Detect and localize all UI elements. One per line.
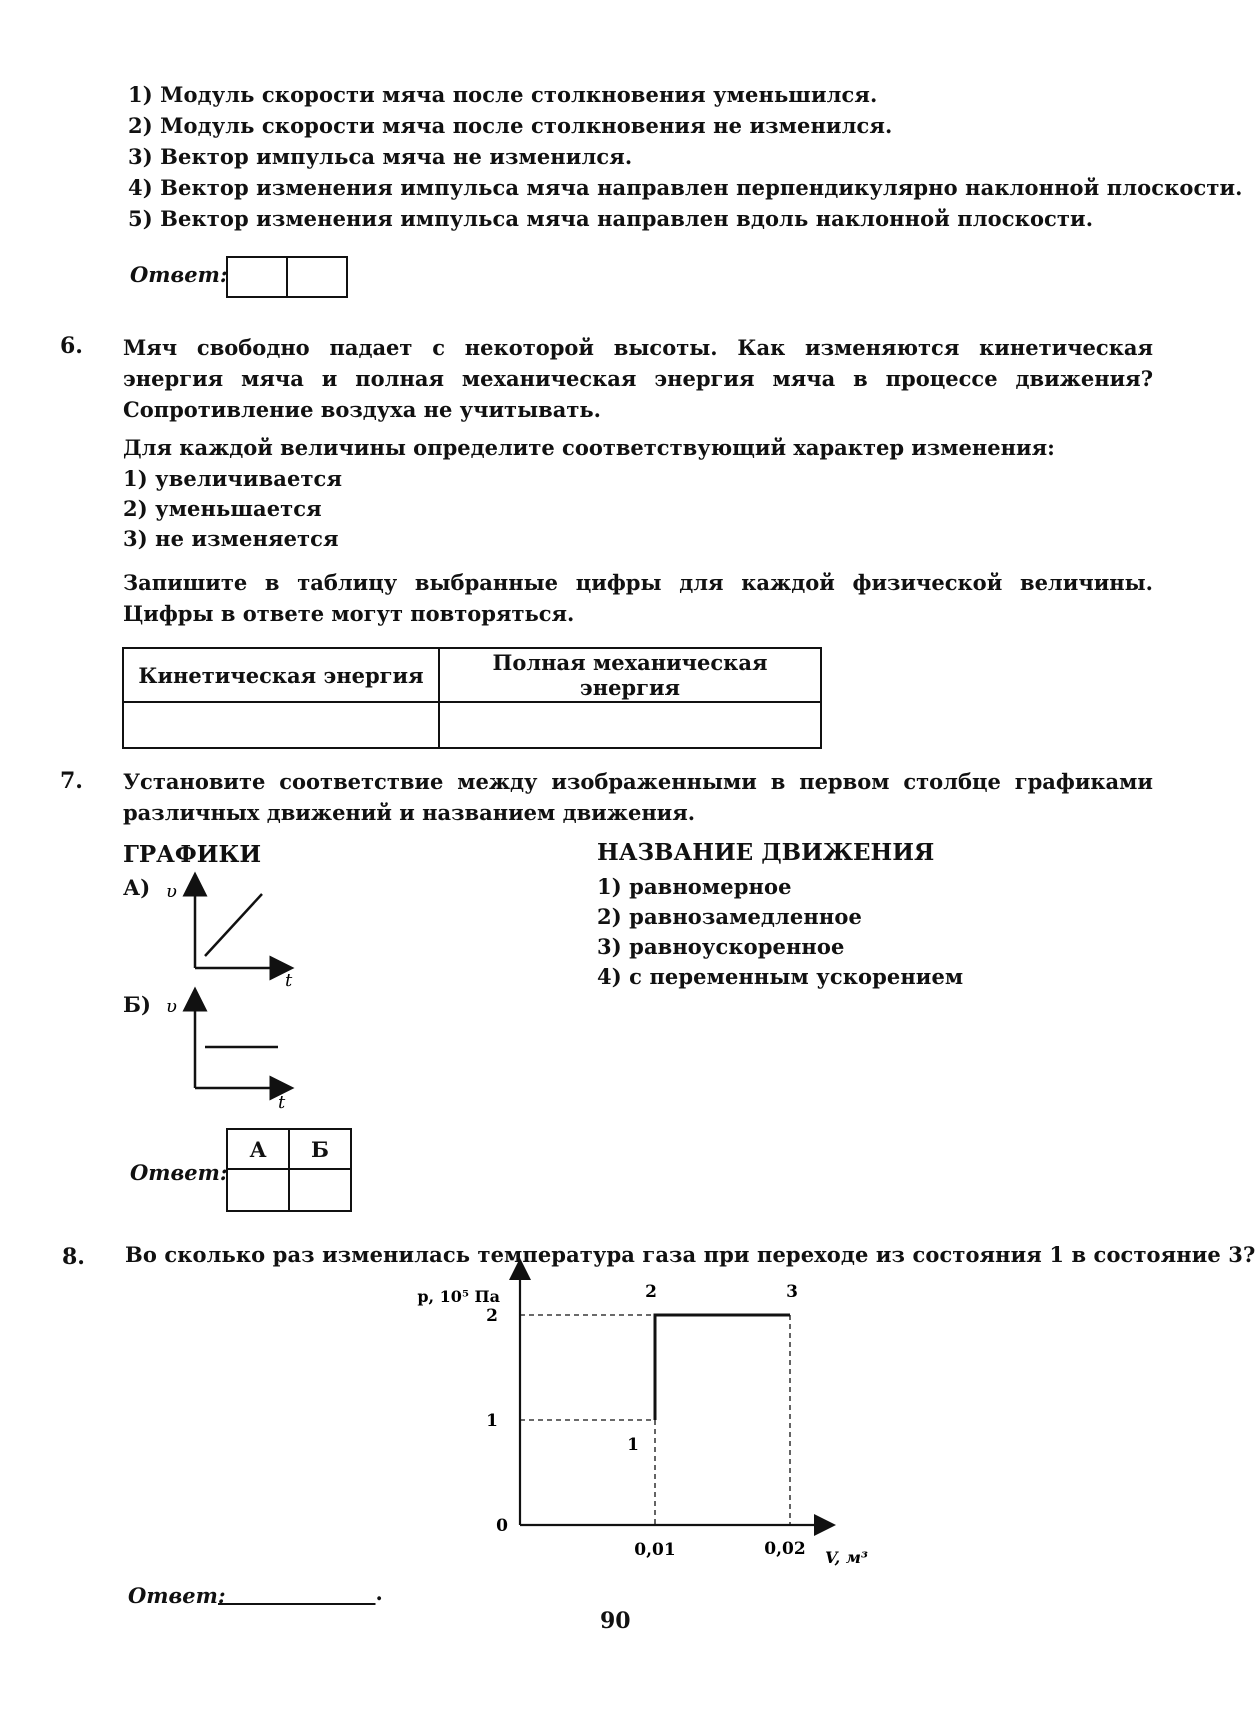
pv-origin-label: 0	[496, 1516, 508, 1536]
q6-header-mechanical: Полная механическая энергия	[439, 648, 821, 702]
graph-b-t-label: t	[278, 1092, 286, 1113]
q7-graphs-heading: ГРАФИКИ	[123, 841, 262, 868]
q7-option-3: 3) равноускоренное	[597, 934, 845, 959]
pv-x-tick-002: 0,02	[764, 1539, 806, 1559]
pv-point-1-label: 1	[627, 1435, 639, 1455]
q6-table-note: Запишите в таблицу выбранные цифры для каждой физической величины. Цифры в ответе могут повторяться.	[123, 570, 1153, 626]
q6-answer-table	[122, 647, 822, 749]
pv-axes	[520, 1269, 825, 1525]
pv-process-line	[655, 1315, 790, 1420]
q5-answer-cell-2[interactable]	[286, 258, 346, 296]
page-number: 90	[600, 1608, 631, 1634]
graph-b	[160, 985, 300, 1113]
pv-x-tick-001: 0,01	[634, 1540, 676, 1560]
q7-answer-label: Ответ:	[130, 1160, 228, 1185]
q7-option-1: 1) равномерное	[597, 874, 792, 899]
q5-answer-label: Ответ:	[130, 262, 228, 287]
graph-a-v-label: υ	[166, 881, 177, 902]
graph-a	[160, 870, 300, 990]
q6-answer-mechanical[interactable]	[439, 702, 821, 748]
graph-b-v-label: υ	[166, 996, 177, 1017]
pv-y-tick-1: 1	[486, 1411, 498, 1431]
q6-option-1: 1) увеличивается	[123, 466, 343, 491]
q5-option-4: 4) Вектор изменения импульса мяча направлен перпендикулярно наклонной плоскости.	[128, 175, 1243, 200]
pv-x-axis-label: V, м³	[825, 1548, 868, 1567]
q6-text: Мяч свободно падает с некоторой высоты. Как изменяются кинетическая энергия мяча и полная механическая энергия мяча в процессе движения? Сопротивление воздуха не учитывать.	[123, 335, 1153, 422]
q5-answer-boxes[interactable]	[226, 256, 348, 298]
q5-options	[128, 82, 1243, 237]
q5-option-1: 1) Модуль скорости мяча после столкновения уменьшился.	[128, 82, 878, 107]
graph-b-label: Б)	[123, 992, 152, 1017]
q7-number: 7.	[60, 768, 83, 794]
graph-a-line	[205, 894, 262, 956]
q6-header-kinetic: Кинетическая энергия	[123, 648, 439, 702]
pv-path	[655, 1315, 790, 1420]
graph-a-t-label: t	[285, 970, 293, 991]
q8-answer-label: Ответ:	[128, 1583, 226, 1608]
q5-option-5: 5) Вектор изменения импульса мяча направлен вдоль наклонной плоскости.	[128, 206, 1094, 231]
q7-header-b: Б	[289, 1129, 351, 1169]
pv-point-2-label: 2	[645, 1282, 657, 1302]
q6-option-2: 2) уменьшается	[123, 496, 322, 521]
q5-option-2: 2) Модуль скорости мяча после столкновения не изменился.	[128, 113, 893, 138]
pv-chart	[400, 1282, 868, 1567]
q7-motion-heading: НАЗВАНИЕ ДВИЖЕНИЯ	[597, 839, 935, 866]
q7-options	[597, 874, 963, 994]
q6-options	[123, 466, 342, 556]
graph-a-label: А)	[123, 875, 151, 900]
q6-answer-kinetic[interactable]	[123, 702, 439, 748]
pv-y-axis-label: p, 10⁵ Па	[417, 1287, 500, 1306]
q8-number: 8.	[62, 1244, 85, 1270]
q7-header-a: А	[227, 1129, 289, 1169]
q7-text: Установите соответствие между изображенными в первом столбце графиками различных движений и названием движения.	[123, 769, 1153, 825]
q6-option-3: 3) не изменяется	[123, 526, 339, 551]
q7-answer-table	[226, 1128, 352, 1212]
q8-text: Во сколько раз изменилась температура газа при переходе из состояния 1 в состояние 3?	[125, 1242, 1255, 1267]
q5-answer-cell-1[interactable]	[228, 258, 286, 296]
q7-answer-a[interactable]	[227, 1169, 289, 1211]
q6-number: 6.	[60, 333, 83, 359]
q5-option-3: 3) Вектор импульса мяча не изменился.	[128, 144, 633, 169]
q7-answer-b[interactable]	[289, 1169, 351, 1211]
q7-option-2: 2) равнозамедленное	[597, 904, 862, 929]
q8-answer-blank[interactable]: _______________.	[218, 1580, 383, 1605]
q7-option-4: 4) с переменным ускорением	[597, 964, 964, 989]
pv-y-tick-2: 2	[486, 1306, 498, 1326]
pv-point-3-label: 3	[786, 1282, 798, 1302]
q6-instruction: Для каждой величины определите соответствующий характер изменения:	[123, 435, 1055, 460]
